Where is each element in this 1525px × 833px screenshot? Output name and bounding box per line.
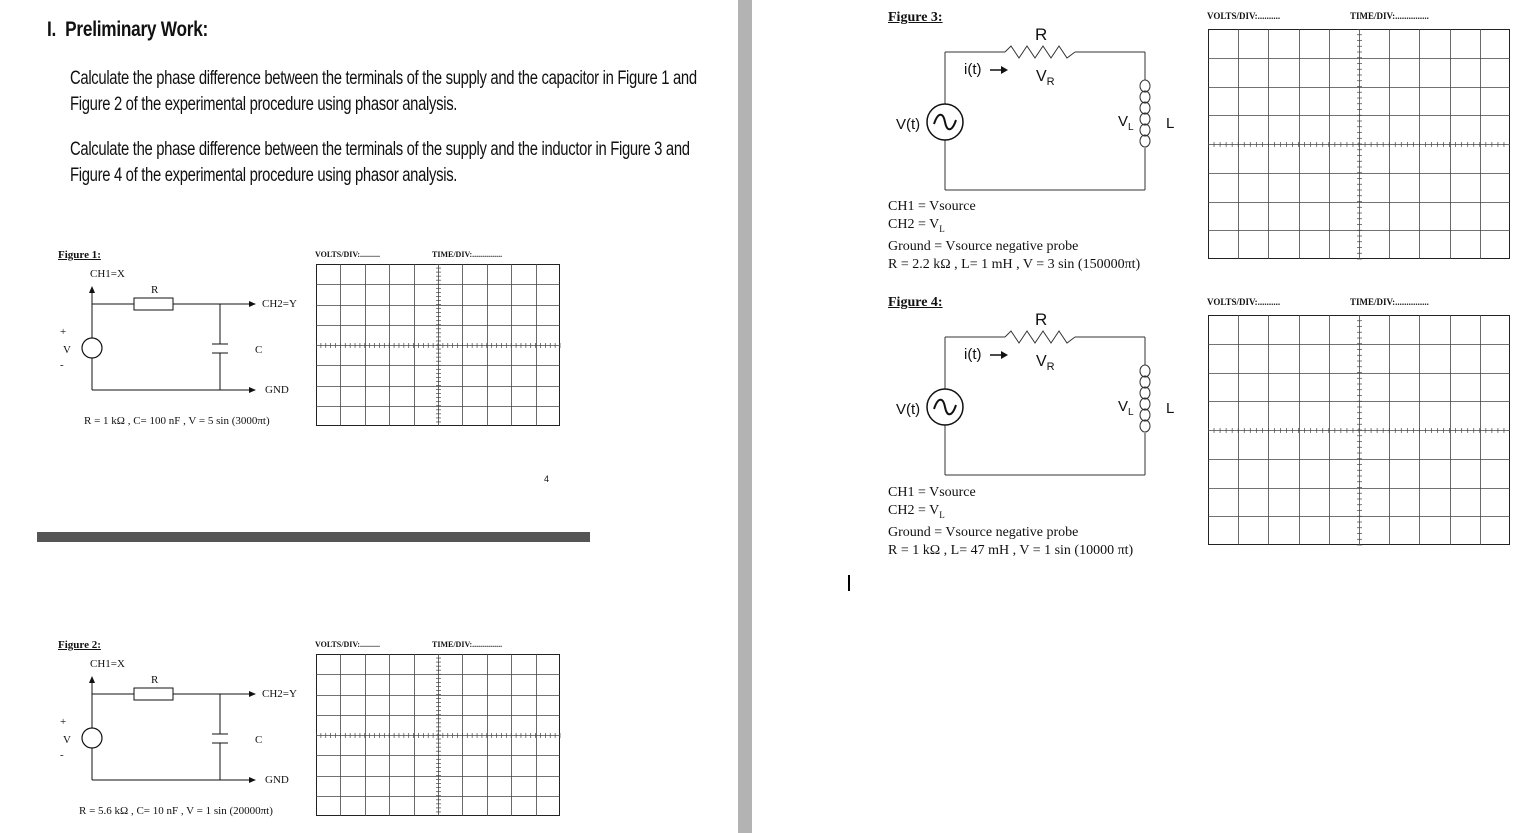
volts-div-label: VOLTS/DIV:.......... [1207,11,1281,21]
section-title [47,18,208,42]
resistor-label: R [1035,310,1048,329]
plus-sign: + [60,716,67,728]
paragraph-inductor [70,137,690,189]
page-gutter [738,0,752,833]
arrow-right-icon [249,301,256,307]
vl-label: $V_L$ [1118,113,1134,133]
capacitor-label: C [255,344,263,356]
capacitor-icon [212,734,228,743]
rl-circuit-diagram [925,325,1155,480]
inductor-icon [1140,365,1150,432]
vr-label: $V_R$ [1036,68,1055,89]
oscilloscope-grid [1208,29,1511,260]
gnd-label: GND [265,774,289,786]
current-label: i(t) [964,61,982,78]
paragraph-capacitor [70,66,697,118]
resistor-icon [1005,331,1075,343]
ground-spec: Ground = Vsource negative probe [888,524,1079,540]
figure-3-label: Figure 3: [888,10,943,25]
capacitor-label: C [255,734,263,746]
inductor-label: L [1166,115,1175,132]
current-label: i(t) [964,346,982,363]
ground-spec: Ground = Vsource negative probe [888,238,1079,254]
ac-source-icon [82,338,102,358]
paragraph-line: Calculate the phase difference between the terminals of the supply and the capacitor in Figure 1 and [70,68,697,89]
resistor-label: R [1035,25,1048,44]
figure-4-specs [888,484,1133,560]
ac-source-icon [927,104,963,140]
figure-params: R = 5.6 kΩ , C= 10 nF , V = 1 sin (20000πt) [79,805,273,817]
resistor-label: R [151,674,159,686]
paragraph-line: Calculate the phase difference between the terminals of the supply and the inductor in Figure 3 and [70,139,690,160]
arrow-right-icon [249,777,256,783]
resistor-icon [1005,46,1075,58]
volts-div-label: VOLTS/DIV:.......... [1207,297,1281,307]
time-div-label: TIME/DIV:............... [432,640,503,649]
arrow-right-icon [249,691,256,697]
arrow-right-icon [249,387,256,393]
plus-sign: + [60,326,67,338]
time-div-label: TIME/DIV:............... [432,250,503,259]
figure-params: R = 1 kΩ , C= 100 nF , V = 5 sin (3000πt) [84,415,270,427]
vl-label: $V_L$ [1118,398,1134,418]
rc-circuit-diagram [70,670,263,790]
inductor-icon [1140,80,1150,147]
capacitor-icon [212,344,228,353]
page-break-bar [37,532,590,542]
figure-2-label: Figure 2: [58,639,101,651]
oscilloscope-grid [316,264,561,427]
time-div-label: TIME/DIV:............... [1350,297,1429,307]
source-voltage-label: V(t) [896,116,921,133]
rl-circuit-diagram [925,40,1155,195]
ac-source-icon [927,389,963,425]
figure-params: R = 1 kΩ , L= 47 mH , V = 1 sin (10000 πt) [888,542,1134,558]
page-number: 4 [544,474,550,484]
vr-label: $V_R$ [1036,353,1055,374]
figure-1-label: Figure 1: [58,249,101,261]
source-voltage-label: V(t) [896,401,921,418]
paragraph-line: Figure 2 of the experimental procedure using phasor analysis. [70,94,458,115]
ch2-label: CH2=Y [262,298,297,310]
resistor-icon [134,688,173,700]
minus-sign: - [60,749,64,761]
arrow-right-icon [990,351,1008,359]
ch1-spec: CH1 = Vsource [888,485,976,500]
rc-circuit-diagram [70,280,263,400]
figure-4-label: Figure 4: [888,295,943,310]
figure-3-specs [888,198,1140,274]
time-div-label: TIME/DIV:............... [1350,11,1429,21]
source-label: V [63,734,71,746]
ch1-label: CH1=X [90,268,125,280]
volts-div-label: VOLTS/DIV:.......... [315,250,381,259]
arrow-up-icon [89,286,95,293]
volts-div-label: VOLTS/DIV:.......... [315,640,381,649]
paragraph-line: Figure 4 of the experimental procedure using phasor analysis. [70,165,458,186]
section-number: I. [47,18,57,41]
ac-source-icon [82,728,102,748]
ch2-spec: $CH2 = V_L$ [888,503,945,520]
text-cursor[interactable] [848,575,850,591]
arrow-right-icon [990,66,1008,74]
section-title-text: Preliminary Work: [65,18,209,41]
source-label: V [63,344,71,356]
inductor-label: L [1166,400,1175,417]
oscilloscope-grid [316,654,561,817]
figure-params: R = 2.2 kΩ , L= 1 mH , V = 3 sin (150000πt) [888,256,1141,272]
arrow-up-icon [89,676,95,683]
ch1-label: CH1=X [90,658,125,670]
ch2-label: CH2=Y [262,688,297,700]
ch1-spec: CH1 = Vsource [888,199,976,214]
ch2-spec: $CH2 = V_L$ [888,217,945,234]
resistor-icon [134,298,173,310]
oscilloscope-grid [1208,315,1511,546]
minus-sign: - [60,359,64,371]
gnd-label: GND [265,384,289,396]
resistor-label: R [151,284,159,296]
